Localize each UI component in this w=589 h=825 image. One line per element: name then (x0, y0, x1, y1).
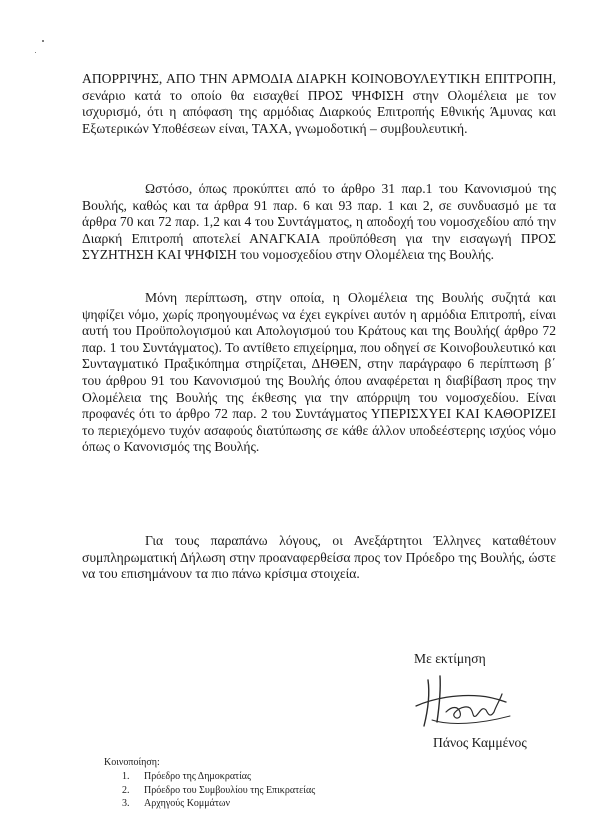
cc-list (104, 770, 315, 811)
list-item-text: Αρχηγούς Κομμάτων (144, 798, 231, 809)
signer-name: Πάνος Καμμένος (433, 735, 527, 750)
list-item-text: Πρόεδρο της Δημοκρατίας (144, 771, 251, 782)
list-item-text: Πρόεδρο του Συμβουλίου της Επικρατείας (144, 784, 316, 796)
paragraph-2: Ωστόσο, όπως προκύπτει από το άρθρο 31 παρ.1 του Κανονισμού της Βουλής, καθώς και τα άρθρα 91 παρ. 6 και 93 παρ. 1 και 2, σε συνδυασμό με τα άρθρα 70 και 72 παρ. 1,2 και 4 του Συντάγματος, η αποδοχή του νομοσχεδίου από την Διαρκή Επιτροπή αποτελεί ΑΝΑΓΚΑΙΑ προϋπόθεση για την εισαγωγή ΠΡΟΣ ΣΥΖΗΤΗΣΗ ΚΑΙ ΨΗΦΙΣΗ του νομοσχεδίου στην Ολομέλεια της Βουλής. (82, 181, 556, 263)
list-number: 3. (122, 798, 130, 809)
list-item (104, 784, 315, 798)
handwritten-signature (410, 672, 520, 732)
list-number: 1. (122, 771, 130, 782)
scan-speck (35, 52, 36, 53)
paragraph-3: Μόνη περίπτωση, στην οποία, η Ολομέλεια της Βουλής συζητά και ψηφίζει νόμο, χωρίς προηγουμένως να έχει εγκρίνει αυτόν η αρμόδια Επιτροπή, είναι αυτή του Προϋπολογισμού και Απολογισμού του Κράτους και της Βουλής( άρθρο 72 παρ. 1 του Συντάγματος). Το αντίθετο επιχείρημα, που οδηγεί σε Κοινοβουλευτικό και Συνταγματικό Πραξικόπημα στηρίζεται, ΔΗΘΕΝ, στην παράγραφο 6 περίπτωση β΄ του άρθρου 91 του Κανονισμού της Βουλής όπου αναφέρεται η διαβίβαση προς την Ολομέλεια της Βουλής της έκθεσης για την απόρριψη του νομοσχεδίου. Είναι προφανές ότι το άρθρο 72 παρ. 2 του Συντάγματος ΥΠΕΡΙΣΧΥΕΙ ΚΑΙ ΚΑΘΟΡΙΖΕΙ το περιεχόμενο τυχόν ασαφούς διατύπωσης σε κάθε άλλον υποδεέστερης ισχύος νόμο όπως ο Κανονισμός της Βουλής. (82, 290, 556, 455)
closing-salutation: Με εκτίμηση (414, 651, 486, 666)
paragraph-4: Για τους παραπάνω λόγους, οι Ανεξάρτητοι Έλληνες καταθέτουν συμπληρωματική Δήλωση στην προαναφερθείσα προς τον Πρόεδρο της Βουλής, ώστε να του επισημάνουν τα πιο πάνω κρίσιμα στοιχεία. (82, 533, 556, 582)
paragraph-1: ΑΠΟΡΡΙΨΗΣ, ΑΠΟ ΤΗΝ ΑΡΜΟΔΙΑ ΔΙΑΡΚΗ ΚΟΙΝΟΒΟΥΛΕΥΤΙΚΗ ΕΠΙΤΡΟΠΗ, σενάριο κατά το οποίο θα εισαχθεί ΠΡΟΣ ΨΗΦΙΣΗ στην Ολομέλεια με τον ισχυρισμό, ότι η απόφαση της αρμόδιας Διαρκούς Επιτροπής Εθνικής Άμυνας και Εξωτερικών Υποθέσεων είναι, ΤΑΧΑ, γνωμοδοτική – συμβουλευτική. (82, 71, 556, 136)
list-item (104, 770, 315, 784)
cc-label: Κοινοποίηση: (104, 757, 160, 768)
list-item (104, 797, 315, 811)
list-number: 2. (122, 784, 130, 796)
scan-speck (42, 40, 44, 42)
